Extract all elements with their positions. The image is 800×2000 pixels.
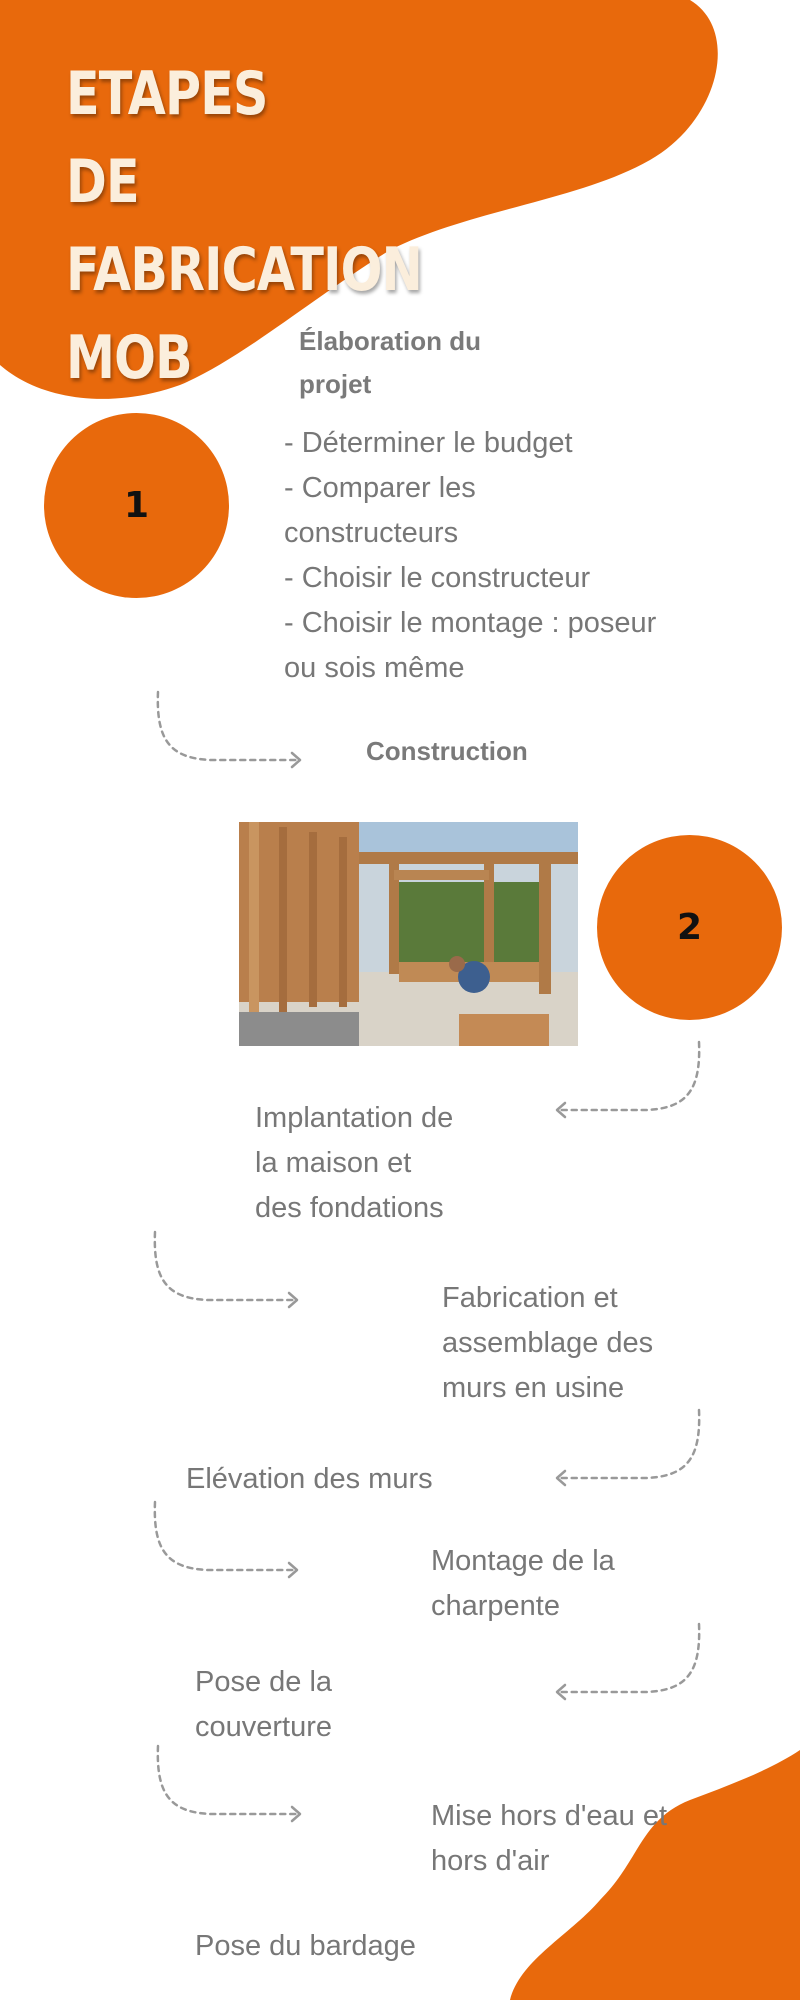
- curved-arrow-right-icon: [158, 692, 296, 760]
- title-line-2: FABRICATION: [66, 235, 422, 305]
- bullet-line: - Comparer les: [284, 472, 476, 504]
- bullet-line: - Choisir le constructeur: [284, 562, 591, 594]
- step-line: murs en usine: [442, 1372, 625, 1404]
- curved-arrow-right-icon: [155, 1502, 293, 1570]
- step-line: charpente: [431, 1590, 560, 1622]
- step-line: Mise hors d'eau et: [431, 1800, 668, 1832]
- bullet-line: ou sois même: [284, 652, 465, 684]
- step-line: Montage de la: [431, 1545, 615, 1577]
- step-2-heading: Construction: [366, 736, 528, 766]
- curved-arrow-left-icon: [561, 1042, 699, 1110]
- title-line-3: MOB: [66, 323, 192, 393]
- title-line-1: ETAPES DE: [66, 59, 268, 217]
- step-1-heading-line-1: Élaboration du: [299, 326, 481, 356]
- curved-arrow-right-icon: [155, 1232, 293, 1300]
- step-line: assemblage des: [442, 1327, 654, 1359]
- step-line: Elévation des murs: [186, 1463, 433, 1495]
- bullet-line: constructeurs: [284, 517, 459, 549]
- step-line: couverture: [195, 1711, 333, 1743]
- step-2-number: 2: [676, 907, 703, 948]
- step-line: la maison et: [255, 1147, 412, 1179]
- step-1-number: 1: [123, 485, 150, 526]
- step-1-heading-line-2: projet: [299, 369, 372, 399]
- curved-arrow-left-icon: [561, 1410, 699, 1478]
- curved-arrow-left-icon: [561, 1624, 699, 1692]
- bullet-line: - Choisir le montage : poseur: [284, 607, 657, 639]
- step-line: Pose du bardage: [195, 1930, 416, 1962]
- step-line: Implantation de: [255, 1102, 454, 1134]
- bullet-line: - Déterminer le budget: [284, 427, 573, 459]
- step-line: des fondations: [255, 1192, 444, 1224]
- curved-arrow-right-icon: [158, 1746, 296, 1814]
- step-line: Pose de la: [195, 1666, 333, 1698]
- step-line: hors d'air: [431, 1845, 550, 1877]
- step-line: Fabrication et: [442, 1282, 618, 1314]
